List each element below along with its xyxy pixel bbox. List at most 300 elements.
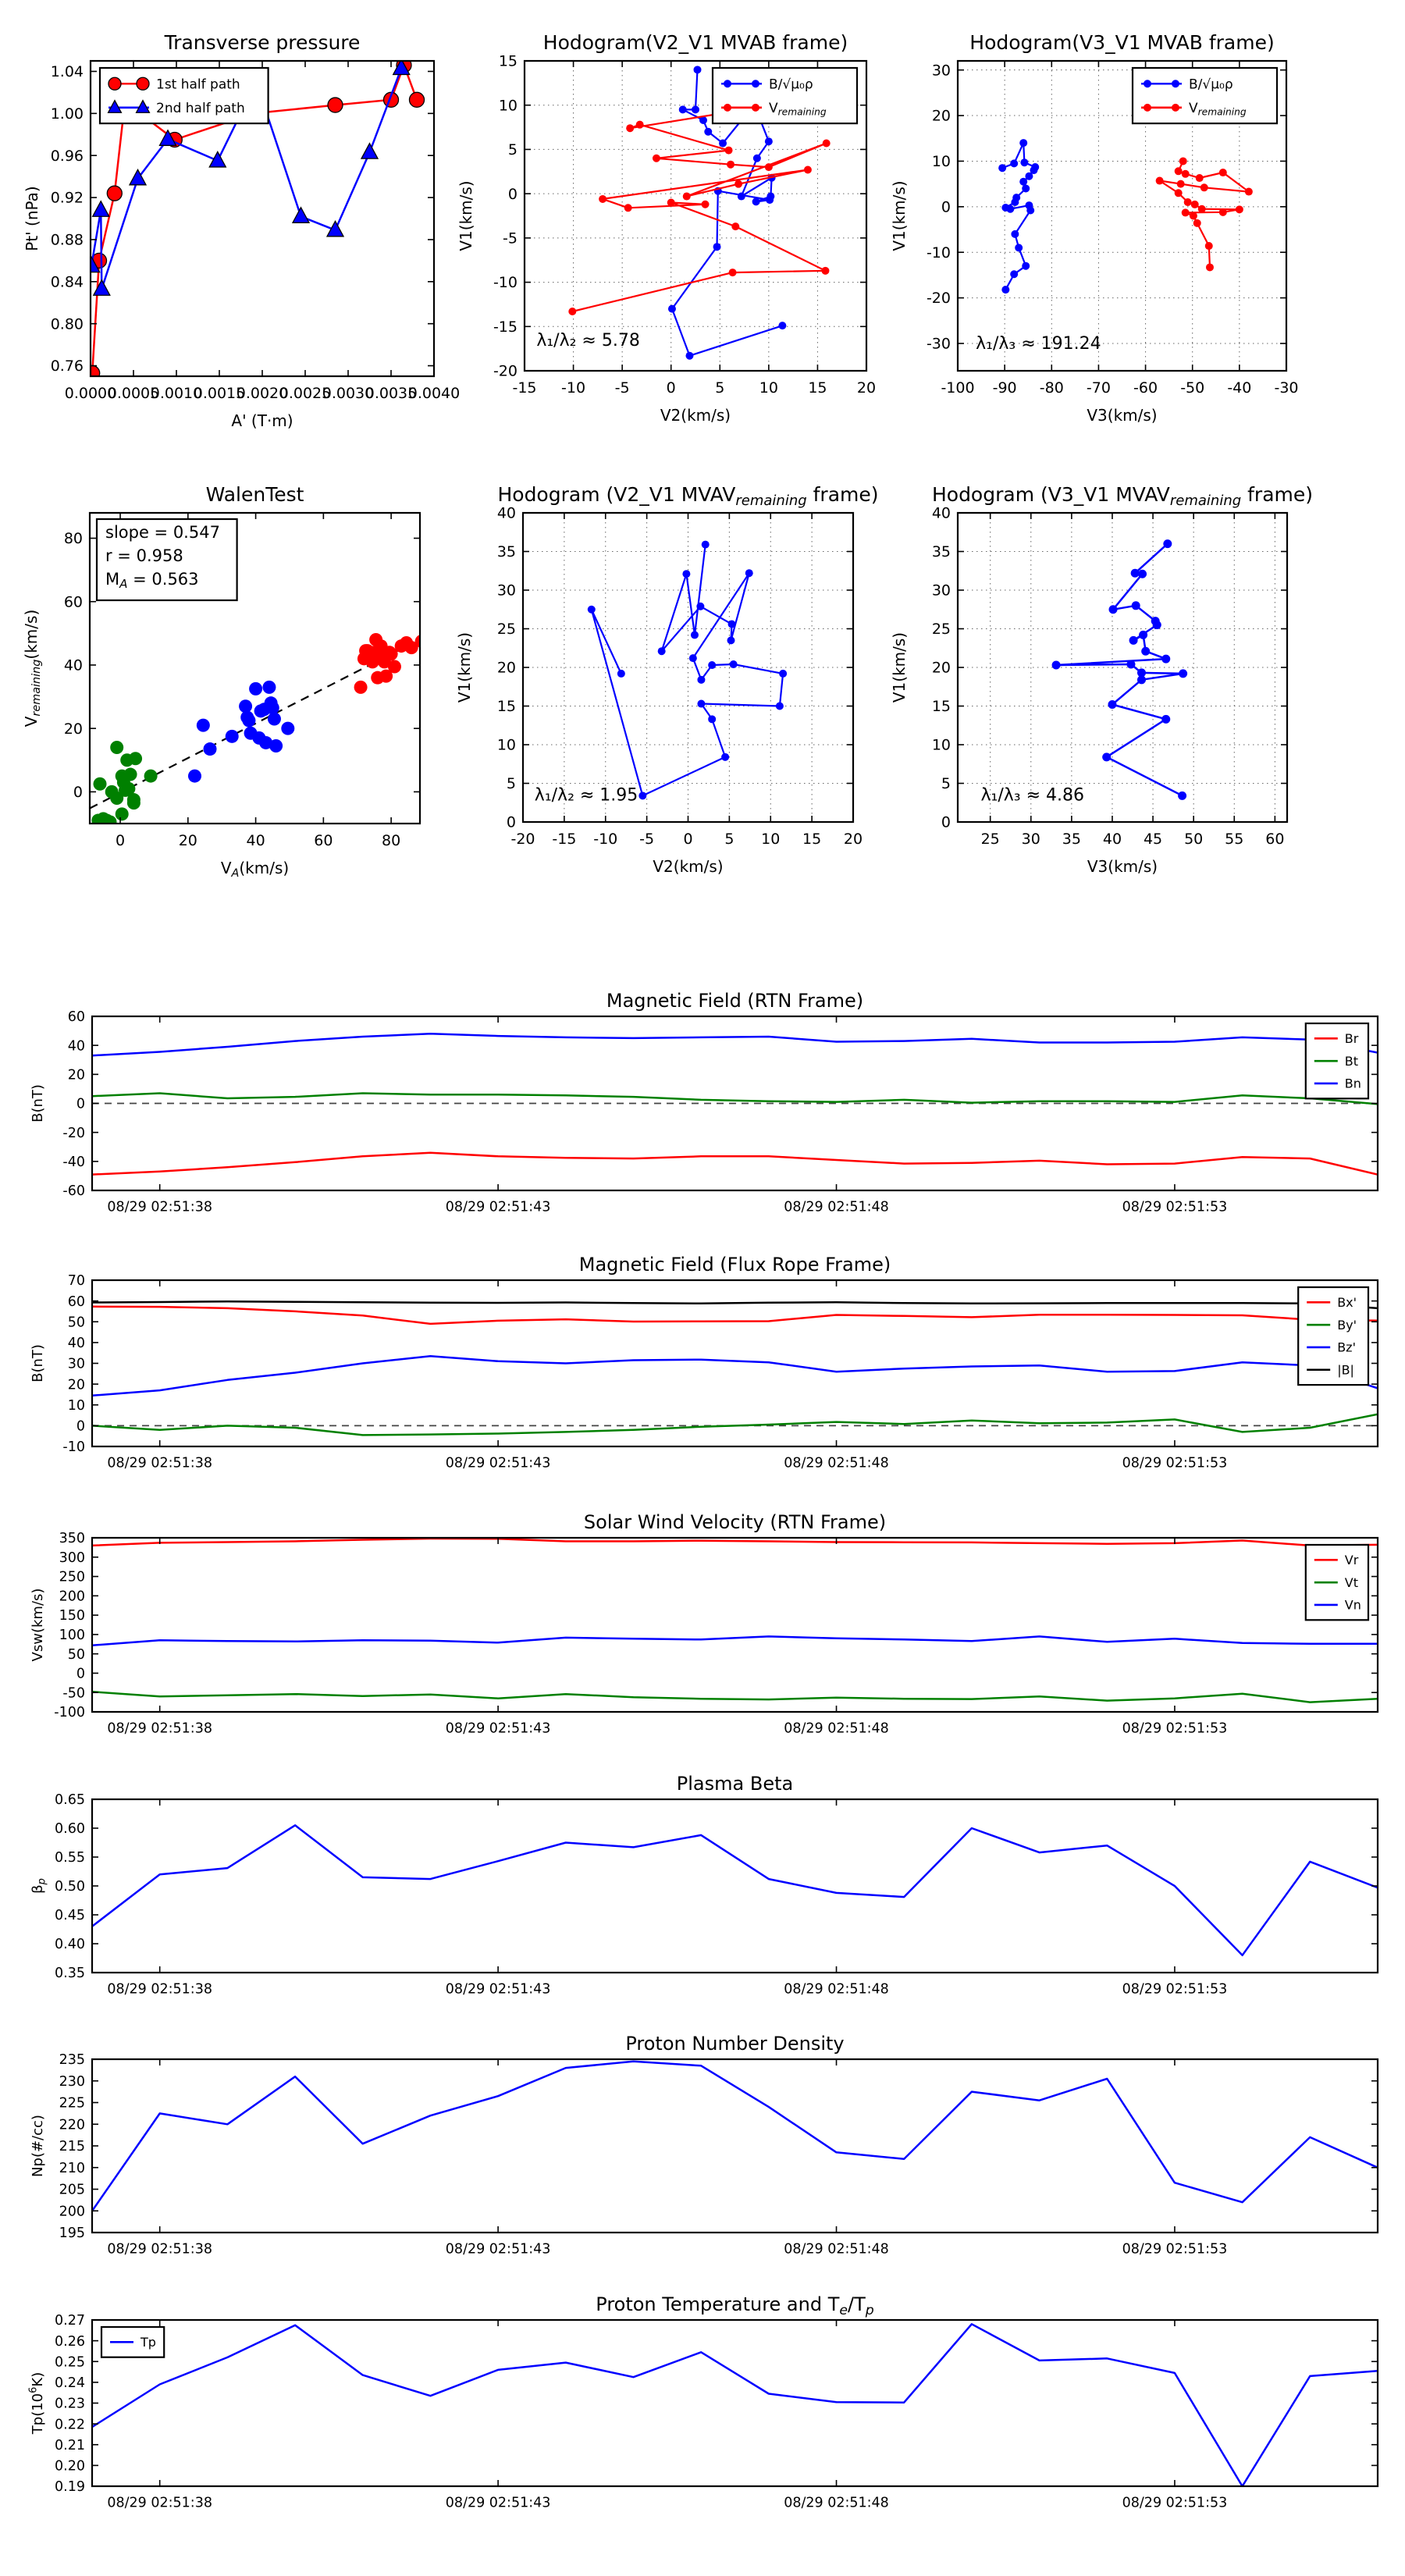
hodogram-v2v1-mvab-title: Hodogram(V2_V1 MVAB frame) — [542, 31, 848, 54]
y-tick-label: 200 — [59, 2204, 85, 2220]
data-point — [667, 198, 675, 206]
hodogram-v3v1-mvab-legend — [1133, 68, 1277, 123]
x-tick-label: 0.0020 — [236, 385, 289, 402]
ticks — [92, 1799, 1378, 1973]
data-point — [725, 147, 733, 155]
walen-test-xlabel: $V_A(km/s)$ — [220, 859, 290, 880]
mag-fluxrope-ylabel: B(nT) — [30, 1344, 46, 1382]
data-point — [1198, 205, 1206, 213]
y-tick-label: 30 — [931, 62, 951, 80]
panel-hodogram-v3v1-mvav — [890, 483, 1313, 876]
hodogram-v2v1-mvab-annotation: λ₁/λ₂ ≈ 5.78 — [536, 331, 640, 351]
y-tick-label: 0.96 — [50, 147, 84, 165]
x-tick-label: 0 — [683, 831, 693, 848]
data-point — [626, 124, 634, 132]
data-point — [745, 569, 753, 577]
data-point — [1019, 139, 1027, 147]
data-point — [752, 197, 760, 205]
y-tick-label: 0.26 — [55, 2333, 85, 2350]
legend-marker — [108, 77, 121, 90]
y-tick-label: 100 — [59, 1628, 85, 1644]
x-tick-label: 08/29 02:51:53 — [1122, 1455, 1228, 1471]
data-point — [753, 155, 761, 162]
y-tick-label: 230 — [59, 2073, 85, 2090]
y-tick-label: 10 — [931, 153, 951, 171]
data-point — [226, 730, 239, 743]
x-tick-label: 5 — [724, 831, 735, 848]
y-tick-label: 20 — [67, 1067, 85, 1083]
data-point — [242, 714, 255, 728]
data-point — [1131, 569, 1140, 578]
y-tick-label: 50 — [67, 1315, 85, 1331]
y-tick-label: -30 — [926, 335, 951, 353]
hodogram-v2v1-mvab-markers-V-remaining — [568, 102, 830, 315]
panel-vsw-rtn — [30, 1511, 1378, 1737]
panel-mag-rtn — [30, 990, 1378, 1215]
data-point — [1175, 167, 1183, 175]
hodogram-v3v1-mvab-series-V-remaining — [1160, 161, 1249, 267]
data-point — [110, 741, 123, 754]
x-tick-label: -5 — [614, 379, 630, 397]
x-tick-label: 08/29 02:51:48 — [784, 2495, 889, 2511]
x-tick-label: 08/29 02:51:48 — [784, 1455, 889, 1471]
data-point — [1205, 242, 1213, 250]
gridlines — [523, 513, 853, 822]
x-tick-label: 15 — [808, 379, 827, 397]
panel-mag-fluxrope — [30, 1254, 1378, 1471]
hodogram-v2v1-mvab-series-V-remaining — [572, 106, 826, 311]
x-tick-label: 08/29 02:51:43 — [445, 2241, 551, 2258]
y-tick-label: 220 — [59, 2117, 85, 2133]
y-tick-label: 0 — [506, 813, 516, 831]
data-point — [293, 208, 309, 223]
data-point — [388, 660, 401, 673]
y-tick-label: 40 — [496, 504, 516, 522]
data-point — [1178, 792, 1186, 800]
x-tick-label: 08/29 02:51:38 — [107, 1981, 212, 1998]
data-point — [1182, 170, 1190, 178]
y-tick-label: 30 — [67, 1356, 85, 1372]
x-tick-label: 50 — [1184, 831, 1204, 848]
y-tick-label: 5 — [507, 141, 518, 159]
proton-temp-ylabel: $Tp(10^6K)$ — [27, 2371, 46, 2435]
x-tick-label: 08/29 02:51:38 — [107, 2241, 212, 2258]
y-tick-label: 20 — [67, 1377, 85, 1393]
y-tick-label: -10 — [926, 244, 951, 262]
data-point — [1026, 206, 1034, 214]
y-tick-label: 10 — [931, 736, 951, 754]
transverse-pressure-ylabel: Pt' (nPa) — [23, 186, 41, 251]
data-point — [697, 700, 705, 708]
x-tick-label: 10 — [759, 379, 778, 397]
x-tick-label: 40 — [1102, 831, 1122, 848]
y-tick-label: 0.65 — [55, 1792, 85, 1809]
panel-hodogram-v2v1-mvav — [455, 483, 879, 876]
hodogram-v2v1-mvav-title: Hodogram (V2_V1 $MVAV_{remaining}$ frame) — [497, 483, 879, 509]
y-tick-label: 20 — [63, 720, 83, 738]
data-point — [668, 305, 676, 313]
panel-proton-temp — [27, 2293, 1378, 2511]
y-tick-label: 30 — [496, 582, 516, 600]
data-point — [415, 635, 429, 648]
data-point — [1190, 212, 1197, 220]
x-tick-label: 60 — [1265, 831, 1285, 848]
data-point — [588, 606, 596, 614]
data-point — [730, 660, 738, 668]
data-point — [94, 777, 107, 791]
data-point — [1179, 157, 1187, 165]
legend-marker — [724, 104, 731, 112]
data-point — [1011, 230, 1019, 238]
data-point — [1025, 173, 1033, 180]
panel-transverse-pressure — [23, 31, 460, 430]
data-point — [209, 151, 226, 167]
x-tick-label: -5 — [639, 831, 655, 848]
y-tick-label: 10 — [67, 1397, 85, 1414]
x-tick-label: -80 — [1039, 379, 1064, 397]
x-tick-label: -10 — [593, 831, 618, 848]
y-tick-label: 20 — [496, 659, 516, 677]
y-tick-label: 15 — [931, 698, 951, 716]
data-point — [766, 196, 774, 204]
x-tick-label: 10 — [761, 831, 781, 848]
x-tick-label: -10 — [561, 379, 586, 397]
proton-temp-legend — [101, 2327, 164, 2357]
legend-label: Bx' — [1337, 1295, 1357, 1311]
x-tick-label: 20 — [856, 379, 877, 397]
hodogram-v3v1-mvav-title: Hodogram (V3_V1 $MVAV_{remaining}$ frame) — [931, 483, 1314, 509]
x-tick-label: 08/29 02:51:43 — [445, 1455, 551, 1471]
mag-rtn-series-Bt — [92, 1094, 1378, 1105]
x-tick-label: 20 — [178, 832, 197, 849]
data-point — [144, 770, 158, 783]
y-tick-label: 30 — [931, 582, 951, 600]
data-point — [93, 201, 109, 217]
data-point — [129, 752, 142, 765]
hodogram-v3v1-mvav-annotation: λ₁/λ₃ ≈ 4.86 — [980, 785, 1085, 806]
y-tick-label: -10 — [493, 274, 518, 292]
y-tick-label: 15 — [496, 698, 516, 716]
y-tick-label: 0.22 — [55, 2417, 85, 2433]
data-point — [599, 195, 606, 203]
proton-temp-title: Proton Temperature and $T_e/T_p$ — [596, 2293, 874, 2318]
data-point — [107, 186, 122, 201]
y-tick-label: 0 — [76, 1096, 85, 1112]
data-point — [1156, 177, 1164, 185]
hodogram-v2v1-mvab-xlabel: V2(km/s) — [660, 406, 731, 425]
data-point — [779, 670, 787, 678]
x-tick-label: 0.0025 — [279, 385, 332, 402]
y-tick-label: -50 — [62, 1685, 85, 1702]
data-point — [568, 308, 576, 315]
mag-rtn-legend — [1306, 1023, 1368, 1098]
y-tick-label: 0.45 — [55, 1908, 85, 1924]
legend-label: Tp — [140, 2335, 156, 2350]
y-tick-label: 25 — [496, 621, 516, 639]
x-tick-label: 08/29 02:51:53 — [1122, 2241, 1228, 2258]
data-point — [727, 636, 735, 644]
legend-label: 1st half path — [156, 76, 240, 93]
hodogram-v3v1-mvab-annotation: λ₁/λ₃ ≈ 191.24 — [976, 334, 1101, 354]
y-tick-label: 250 — [59, 1569, 85, 1585]
y-tick-label: 210 — [59, 2160, 85, 2176]
hodogram-v3v1-mvab-ylabel: V1(km/s) — [890, 180, 909, 251]
data-point — [1022, 262, 1030, 270]
x-tick-label: 0.0010 — [150, 385, 203, 402]
x-tick-label: 0 — [666, 379, 676, 397]
data-point — [1102, 753, 1111, 761]
data-point — [1109, 605, 1118, 614]
panel-walen-test — [22, 483, 429, 880]
x-tick-label: 30 — [1021, 831, 1040, 848]
y-tick-label: 25 — [931, 621, 951, 639]
data-point — [728, 621, 736, 628]
hodogram-v3v1-mvab-markers-V-remaining — [1156, 157, 1253, 271]
legend-label: B/√μ₀ρ — [769, 76, 813, 93]
y-tick-label: 0 — [76, 1666, 85, 1682]
y-tick-label: -20 — [62, 1125, 85, 1141]
walen-test-markers-cluster-green — [91, 741, 157, 828]
vsw-rtn-title: Solar Wind Velocity (RTN Frame) — [583, 1511, 887, 1533]
data-point — [197, 719, 210, 732]
data-point — [689, 654, 697, 662]
y-tick-label: -20 — [926, 290, 951, 308]
data-point — [776, 703, 784, 710]
data-point — [691, 631, 699, 639]
y-tick-label: 235 — [59, 2052, 85, 2069]
data-point — [804, 166, 812, 174]
y-tick-label: 0 — [507, 185, 518, 203]
hodogram-v3v1-mvab-series-B-over-sqrt-mu0-rho — [1002, 143, 1035, 290]
data-point — [269, 739, 283, 753]
data-point — [702, 201, 710, 208]
legend-label: Bt — [1344, 1053, 1359, 1069]
data-point — [719, 139, 727, 147]
vsw-rtn-series-Vr — [92, 1539, 1378, 1546]
y-tick-label: 225 — [59, 2095, 85, 2112]
data-point — [249, 682, 262, 696]
y-tick-label: 195 — [59, 2226, 85, 2242]
data-point — [1010, 159, 1018, 167]
data-point — [1019, 178, 1027, 186]
data-point — [1182, 208, 1190, 216]
ticks — [92, 1538, 1378, 1712]
data-point — [735, 180, 742, 188]
plasma-beta-title: Plasma Beta — [676, 1773, 794, 1795]
legend-label: Bz' — [1337, 1340, 1356, 1355]
y-tick-label: 0.19 — [55, 2479, 85, 2496]
x-tick-label: 55 — [1225, 831, 1244, 848]
data-point — [1161, 715, 1170, 724]
data-point — [1236, 205, 1243, 213]
gridlines — [958, 513, 1287, 822]
mag-fluxrope-series-Bz-prime — [92, 1356, 1378, 1396]
data-point — [268, 712, 281, 725]
mag-fluxrope-series-Bx-prime — [92, 1307, 1378, 1324]
data-point — [697, 676, 705, 684]
x-tick-label: -100 — [941, 379, 975, 397]
proton-density-ylabel: Np(#/cc) — [30, 2115, 46, 2177]
transverse-pressure-legend — [100, 68, 269, 123]
data-point — [1191, 201, 1199, 208]
data-point — [638, 792, 646, 799]
hodogram-v3v1-mvav-markers-v-remaining-path — [1052, 539, 1188, 800]
data-point — [361, 144, 378, 159]
y-tick-label: 0.35 — [55, 1966, 85, 1982]
data-point — [738, 193, 745, 201]
data-point — [778, 322, 786, 329]
legend-label: 2nd half path — [156, 100, 245, 116]
x-tick-label: -30 — [1274, 379, 1299, 397]
y-tick-label: -60 — [62, 1183, 85, 1200]
y-tick-label: 60 — [63, 593, 83, 611]
data-point — [696, 603, 704, 610]
data-point — [1163, 539, 1172, 548]
y-tick-label: 50 — [67, 1646, 85, 1663]
data-point — [1129, 636, 1138, 645]
mag-rtn-ylabel: B(nT) — [30, 1084, 46, 1123]
y-tick-label: 20 — [931, 659, 951, 677]
axes-frame — [92, 1538, 1378, 1712]
data-point — [617, 670, 625, 678]
stats-line: $M_A = 0.563$ — [105, 570, 199, 592]
legend-label: $V_{remaining}$ — [1189, 100, 1247, 118]
axes-frame — [92, 2320, 1378, 2486]
data-point — [328, 98, 343, 112]
y-tick-label: 0.55 — [55, 1850, 85, 1866]
y-tick-label: 35 — [931, 543, 951, 561]
data-point — [1138, 570, 1147, 578]
y-tick-label: 350 — [59, 1531, 85, 1547]
legend-label: Vt — [1344, 1574, 1359, 1590]
y-tick-label: 0.80 — [50, 315, 84, 333]
x-tick-label: 25 — [980, 831, 1000, 848]
hodogram-v2v1-mvab-legend — [713, 68, 857, 123]
hodogram-v2v1-mvav-ylabel: V1(km/s) — [455, 632, 474, 703]
data-point — [1137, 675, 1146, 684]
legend-marker — [1144, 104, 1151, 112]
hodogram-v2v1-mvav-xlabel: V2(km/s) — [653, 857, 724, 876]
data-point — [91, 813, 105, 827]
data-point — [1206, 263, 1214, 271]
ticks — [92, 2320, 1378, 2486]
legend-marker — [1172, 80, 1179, 87]
x-tick-label: 0.0040 — [407, 385, 461, 402]
proton-temp-series-Tp — [92, 2324, 1378, 2486]
x-tick-label: 08/29 02:51:53 — [1122, 2495, 1228, 2511]
data-point — [653, 155, 660, 162]
data-point — [1015, 244, 1023, 251]
data-point — [1179, 669, 1187, 678]
panel-hodogram-v2v1-mvab — [457, 31, 876, 425]
x-tick-label: -15 — [512, 379, 537, 397]
data-point — [116, 807, 129, 820]
proton-density-series-Np — [92, 2062, 1378, 2211]
y-tick-label: 1.04 — [50, 63, 84, 81]
mag-fluxrope-series-B-magnitude — [92, 1301, 1378, 1308]
y-tick-label: 200 — [59, 1589, 85, 1605]
y-tick-label: 5 — [506, 775, 516, 793]
y-tick-label: 40 — [63, 656, 83, 674]
x-tick-label: 08/29 02:51:53 — [1122, 1720, 1228, 1737]
x-tick-label: 60 — [314, 832, 333, 849]
y-tick-label: 0 — [76, 1418, 85, 1435]
data-point — [765, 163, 773, 171]
y-tick-label: 0.23 — [55, 2396, 85, 2412]
hodogram-v2v1-mvav-annotation: λ₁/λ₂ ≈ 1.95 — [534, 785, 638, 806]
y-tick-label: 60 — [67, 1009, 85, 1026]
data-point — [1196, 174, 1204, 182]
data-point — [262, 681, 276, 694]
legend-marker — [752, 80, 759, 87]
y-tick-label: 60 — [67, 1293, 85, 1310]
data-point — [683, 193, 691, 201]
x-tick-label: 35 — [1062, 831, 1081, 848]
y-tick-label: 0.24 — [55, 2375, 85, 2391]
data-point — [1126, 660, 1135, 669]
y-tick-label: 205 — [59, 2182, 85, 2198]
y-tick-label: 70 — [67, 1273, 85, 1290]
vsw-rtn-series-Vn — [92, 1636, 1378, 1645]
x-tick-label: 0.0000 — [64, 385, 117, 402]
x-tick-label: 08/29 02:51:43 — [445, 2495, 551, 2511]
y-tick-label: 0.20 — [55, 2458, 85, 2475]
y-tick-label: 215 — [59, 2139, 85, 2155]
data-point — [410, 92, 425, 107]
x-tick-label: 08/29 02:51:43 — [445, 1720, 551, 1737]
y-tick-label: -5 — [503, 229, 518, 247]
transverse-pressure-title: Transverse pressure — [164, 31, 361, 54]
data-point — [1175, 189, 1183, 197]
x-tick-label: 0.0005 — [107, 385, 160, 402]
walen-test-title: WalenTest — [205, 483, 304, 506]
mag-fluxrope-title: Magnetic Field (Flux Rope Frame) — [578, 1254, 891, 1276]
x-tick-label: 08/29 02:51:48 — [784, 2241, 889, 2258]
x-tick-label: 08/29 02:51:48 — [784, 1981, 889, 1998]
x-tick-label: 80 — [382, 832, 401, 849]
y-tick-label: 20 — [931, 107, 951, 125]
x-tick-label: 08/29 02:51:38 — [107, 1720, 212, 1737]
y-tick-label: 0 — [941, 198, 951, 216]
data-point — [998, 164, 1006, 172]
legend-marker — [137, 77, 149, 90]
data-point — [1020, 158, 1028, 166]
data-point — [823, 139, 831, 147]
x-tick-label: 08/29 02:51:53 — [1122, 1199, 1228, 1215]
y-tick-label: 0 — [941, 813, 951, 831]
x-tick-label: 08/29 02:51:38 — [107, 2495, 212, 2511]
data-point — [708, 715, 716, 723]
data-point — [713, 243, 721, 251]
data-point — [679, 105, 687, 113]
data-point — [1177, 180, 1185, 188]
data-point — [1022, 184, 1030, 192]
y-tick-label: 40 — [67, 1336, 85, 1351]
data-point — [821, 267, 829, 275]
mag-fluxrope-legend — [1298, 1287, 1368, 1385]
data-point — [94, 280, 110, 296]
y-tick-label: 35 — [496, 543, 516, 561]
data-point — [729, 269, 737, 276]
y-tick-label: 0 — [73, 784, 83, 802]
x-tick-label: 15 — [802, 831, 822, 848]
panel-plasma-beta — [30, 1773, 1378, 1998]
y-tick-label: 0.88 — [50, 231, 84, 249]
y-tick-label: 40 — [931, 504, 951, 522]
data-point — [204, 742, 217, 756]
x-tick-label: 40 — [246, 832, 265, 849]
y-tick-label: 0.25 — [55, 2354, 85, 2371]
